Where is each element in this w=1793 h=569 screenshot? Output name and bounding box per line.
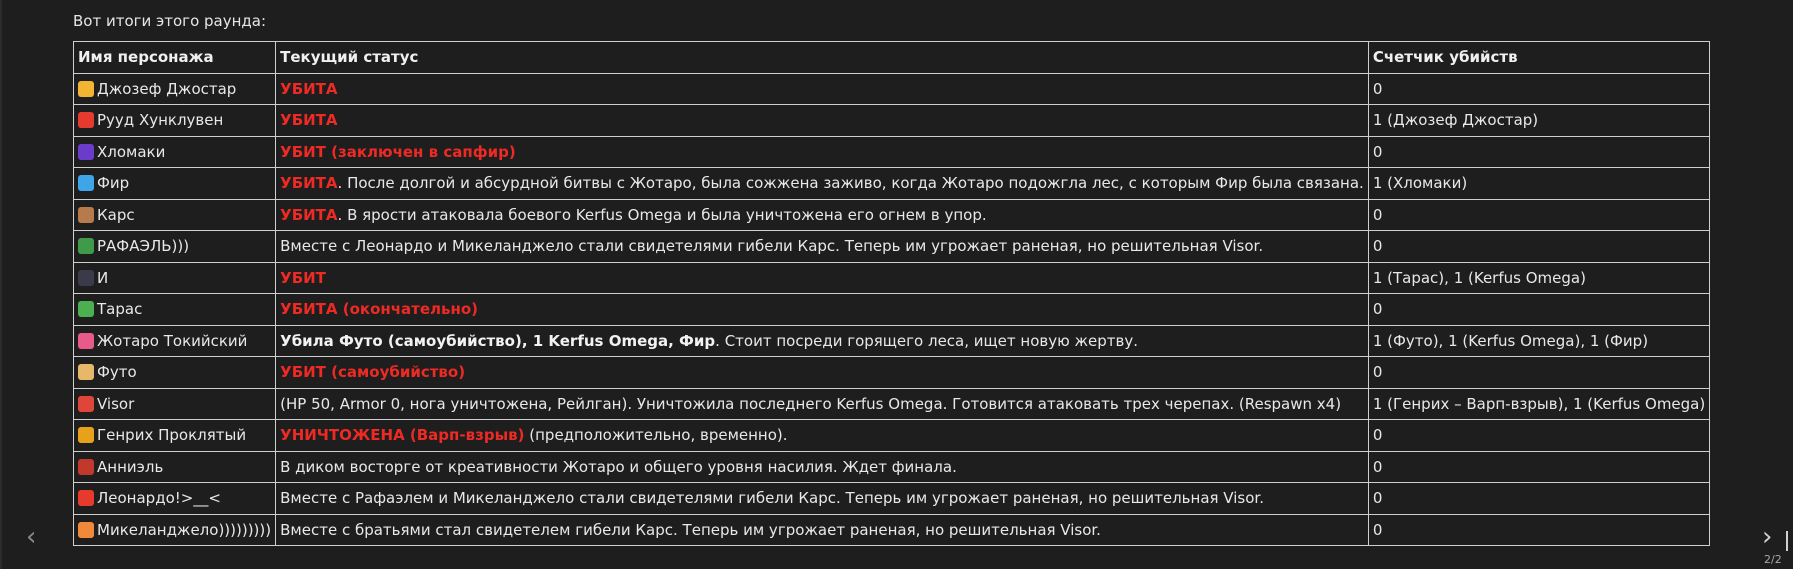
status-dead-label: УБИТА [280,174,338,193]
kill-count-cell: 0 [1368,294,1709,326]
status-cell [276,105,1369,137]
table-row [74,262,1710,294]
table-row [74,483,1710,515]
character-name-cell [74,325,276,357]
fleur-de-lis-icon [78,427,94,443]
character-name-cell [74,483,276,515]
kill-count-cell: 1 (Генрих – Варп-взрыв), 1 (Kerfus Omega) [1368,388,1709,420]
header-name: Имя персонажа [74,42,276,74]
character-name: Карс [97,205,135,224]
status-dead-label: УБИТА [280,79,338,98]
status-dead-label: УБИТА [280,205,338,224]
character-name: Тарас [97,300,143,319]
status-text: В диком восторге от креативности Жотаро и общего уровня насилия. Ждет финала. [280,457,957,476]
character-name: И [97,268,109,287]
table-row [74,105,1710,137]
intro-text: Вот итоги этого раунда: [73,12,267,30]
kill-count-cell: 0 [1368,199,1709,231]
character-name-cell [74,199,276,231]
table-row [74,451,1710,483]
status-dead-label: УБИТА [280,111,338,130]
scroll-icon [78,364,94,380]
status-text: Вместе с Леонардо и Микеланджело стали свидетелями гибели Карс. Теперь им угрожает раненая, но решительная Visor. [280,237,1264,256]
status-cell [276,262,1369,294]
status-dead-label: УБИТ [280,268,326,287]
page-indicator: 2/2 [1764,553,1782,566]
status-cell [276,483,1369,515]
character-name: Анниэль [97,457,164,476]
kill-count-cell: 0 [1368,483,1709,515]
character-name-cell [74,73,276,105]
clown-face-icon [78,333,94,349]
status-cell [276,420,1369,452]
character-name: Жотаро Токийский [97,331,248,350]
status-cell [276,73,1369,105]
header-status: Текущий статус [276,42,1369,74]
status-cell [276,168,1369,200]
table-header-row [74,42,1710,74]
status-cell [276,199,1369,231]
kill-count-cell: 0 [1368,136,1709,168]
character-name-cell [74,357,276,389]
table-row [74,357,1710,389]
kill-count-cell: 1 (Тарас), 1 (Kerfus Omega) [1368,262,1709,294]
status-bold-text: Убила Футо (самоубийство), 1 Kerfus Omega, Фир [280,331,716,350]
character-name: Visor [97,394,135,413]
status-cell [276,136,1369,168]
character-name-cell [74,136,276,168]
table-row [74,231,1710,263]
character-name-cell [74,420,276,452]
flexed-biceps-icon [78,81,94,97]
status-text: . В ярости атаковала боевого Kerfus Omega и была уничтожена его огнем в упор. [337,205,987,224]
kill-count-cell: 1 (Джозеф Джостар) [1368,105,1709,137]
next-page-button[interactable]: › [1762,522,1773,552]
character-name: Рууд Хунклувен [97,111,224,130]
orange-circle-icon [78,522,94,538]
character-name: Футо [97,363,137,382]
status-dead-label: УНИЧТОЖЕНА (Варп-взрыв) [280,426,525,445]
character-name-cell [74,262,276,294]
character-name: РАФАЭЛЬ))) [97,237,190,256]
table-row [74,325,1710,357]
character-name-cell [74,168,276,200]
paw-prints-icon [78,270,94,286]
scroll-caret [1786,531,1788,551]
character-name-cell [74,231,276,263]
character-name: Джозеф Джостар [97,79,237,98]
kill-count-cell: 0 [1368,420,1709,452]
character-name-cell [74,105,276,137]
kill-count-cell: 1 (Футо), 1 (Kerfus Omega), 1 (Фир) [1368,325,1709,357]
kill-count-cell: 0 [1368,357,1709,389]
t-rex-icon [78,301,94,317]
kill-count-cell: 0 [1368,73,1709,105]
status-cell [276,231,1369,263]
header-kills: Счетчик убийств [1368,42,1709,74]
character-name-cell [74,294,276,326]
turtle-icon [78,238,94,254]
kill-count-cell: 1 (Хломаки) [1368,168,1709,200]
character-name-cell [74,388,276,420]
status-cell [276,294,1369,326]
anger-symbol-icon [78,396,94,412]
high-heel-icon [78,207,94,223]
character-name-cell [74,514,276,546]
status-dead-label: УБИТ (самоубийство) [280,363,466,382]
table-row [74,73,1710,105]
collision-icon [78,112,94,128]
status-text: . Стоит посреди горящего леса, ищет новую жертву. [715,331,1138,350]
kill-count-cell: 0 [1368,451,1709,483]
character-name: Генрих Проклятый [97,426,247,445]
status-cell [276,357,1369,389]
status-cell [276,325,1369,357]
status-text: Вместе с братьями стал свидетелем гибели Карс. Теперь им угрожает раненая, но решительная Visor. [280,520,1101,539]
table-row [74,420,1710,452]
character-name-cell [74,451,276,483]
table-row [74,294,1710,326]
purple-paw-icon [78,144,94,160]
table-row [74,136,1710,168]
round-results-table [73,41,1710,546]
status-cell [276,451,1369,483]
left-divider [0,0,2,569]
droplet-icon [78,175,94,191]
collision-icon [78,490,94,506]
status-cell [276,514,1369,546]
character-name: Микеланджело))))))))) [97,520,272,539]
status-dead-label: УБИТА (окончательно) [280,300,479,319]
character-name: Леонардо!>__< [97,489,221,508]
kill-count-cell: 0 [1368,514,1709,546]
status-text: (HP 50, Armor 0, нога уничтожена, Рейлган). Уничтожила последнего Kerfus Omega. Готовится атаковать трех черепах. (Respawn x4) [280,394,1342,413]
kill-count-cell: 0 [1368,231,1709,263]
status-cell [276,388,1369,420]
table-row [74,388,1710,420]
previous-page-button[interactable]: ‹ [26,522,37,552]
status-text: (предположительно, временно). [524,426,788,445]
status-text: . После долгой и абсурдной битвы с Жотаро, была сожжена заживо, когда Жотаро подожгла лес, с которым Фир была связана. [337,174,1364,193]
wilted-flower-icon [78,459,94,475]
status-text: Вместе с Рафаэлем и Микеланджело стали свидетелями гибели Карс. Теперь им угрожает раненая, но решительная Visor. [280,489,1264,508]
table-row [74,199,1710,231]
table-row [74,168,1710,200]
character-name: Хломаки [97,142,166,161]
character-name: Фир [97,174,130,193]
table-row [74,514,1710,546]
status-dead-label: УБИТ (заключен в сапфир) [280,142,516,161]
